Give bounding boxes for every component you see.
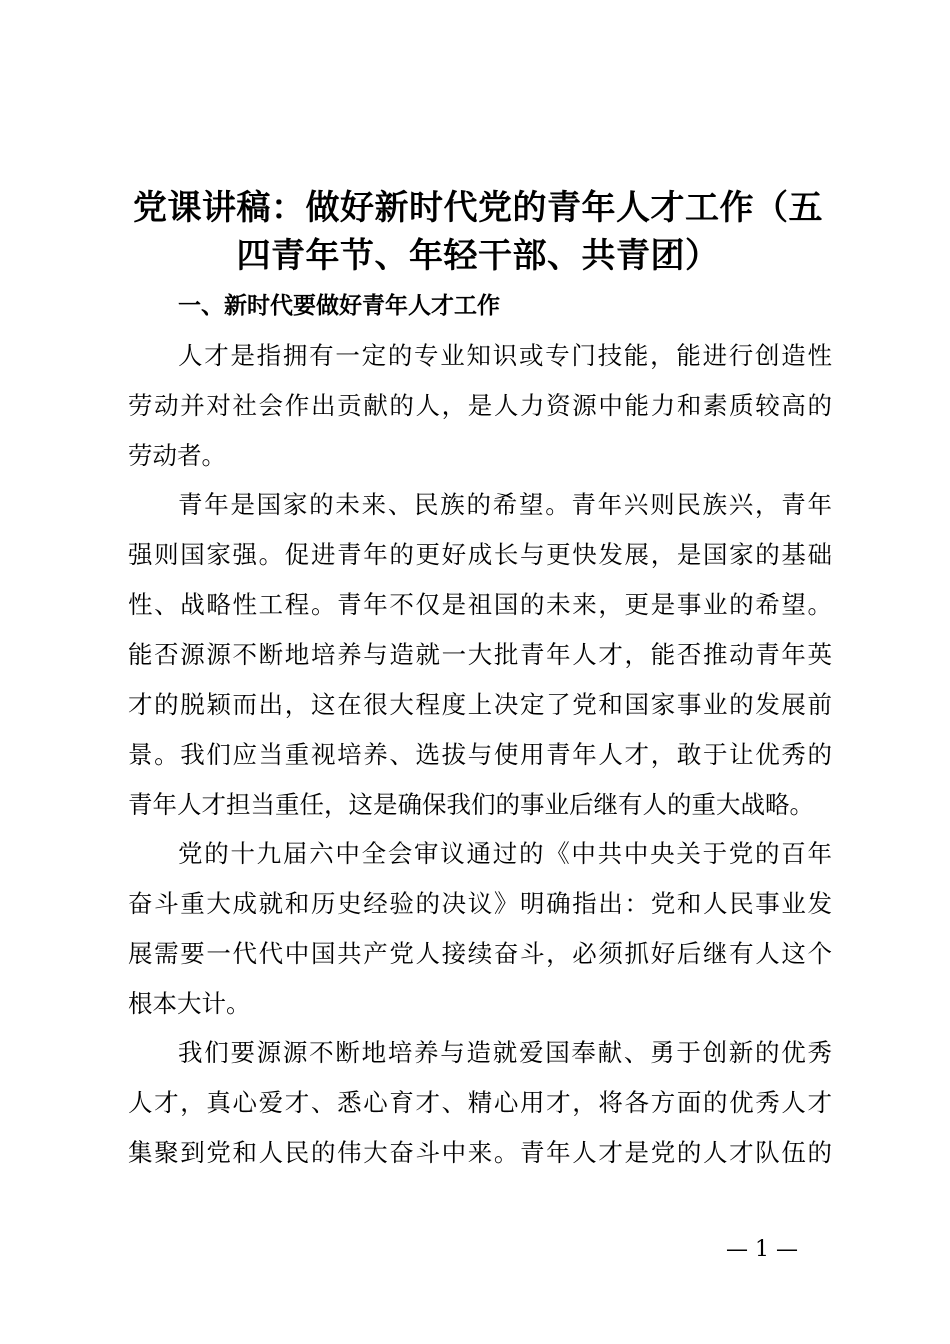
paragraph-line: 集聚到党和人民的伟大奋斗中来。青年人才是党的人才队伍的 <box>128 1138 832 1167</box>
paragraph-line: 性、战略性工程。青年不仅是祖国的未来，更是事业的希望。 <box>128 590 832 619</box>
paragraph-line: 能否源源不断地培养与造就一大批青年人才，能否推动青年英 <box>128 640 832 669</box>
page-number: — 1 — <box>726 1237 798 1262</box>
paragraph-line: 景。我们应当重视培养、选拔与使用青年人才，敢于让优秀的 <box>128 740 832 769</box>
paragraph-line: 劳动并对社会作出贡献的人，是人力资源中能力和素质较高的 <box>128 391 832 420</box>
paragraph-line: 青年人才担当重任，这是确保我们的事业后继有人的重大战略。 <box>128 790 814 819</box>
paragraph-line: 人才是指拥有一定的专业知识或专门技能，能进行创造性 <box>178 341 832 370</box>
paragraph-line: 奋斗重大成就和历史经验的决议》明确指出：党和人民事业发 <box>128 889 832 918</box>
paragraph-line: 才的脱颖而出，这在很大程度上决定了党和国家事业的发展前 <box>128 690 832 719</box>
document-title-line-1: 党课讲稿：做好新时代党的青年人才工作（五 <box>133 188 823 228</box>
document-title-line-2: 四青年节、年轻干部、共青团） <box>236 236 720 276</box>
paragraph-line: 强则国家强。促进青年的更好成长与更快发展，是国家的基础 <box>128 540 832 569</box>
paragraph-line: 党的十九届六中全会审议通过的《中共中央关于党的百年 <box>178 839 832 868</box>
paragraph-line: 我们要源源不断地培养与造就爱国奉献、勇于创新的优秀 <box>178 1038 832 1067</box>
paragraph-line: 展需要一代代中国共产党人接续奋斗，必须抓好后继有人这个 <box>128 939 832 968</box>
section-heading: 一、新时代要做好青年人才工作 <box>178 293 500 319</box>
paragraph-line: 人才，真心爱才、悉心育才、精心用才，将各方面的优秀人才 <box>128 1088 832 1117</box>
paragraph-line: 根本大计。 <box>128 989 251 1018</box>
paragraph-line: 劳动者。 <box>128 441 226 470</box>
paragraph-line: 青年是国家的未来、民族的希望。青年兴则民族兴，青年 <box>178 490 832 519</box>
